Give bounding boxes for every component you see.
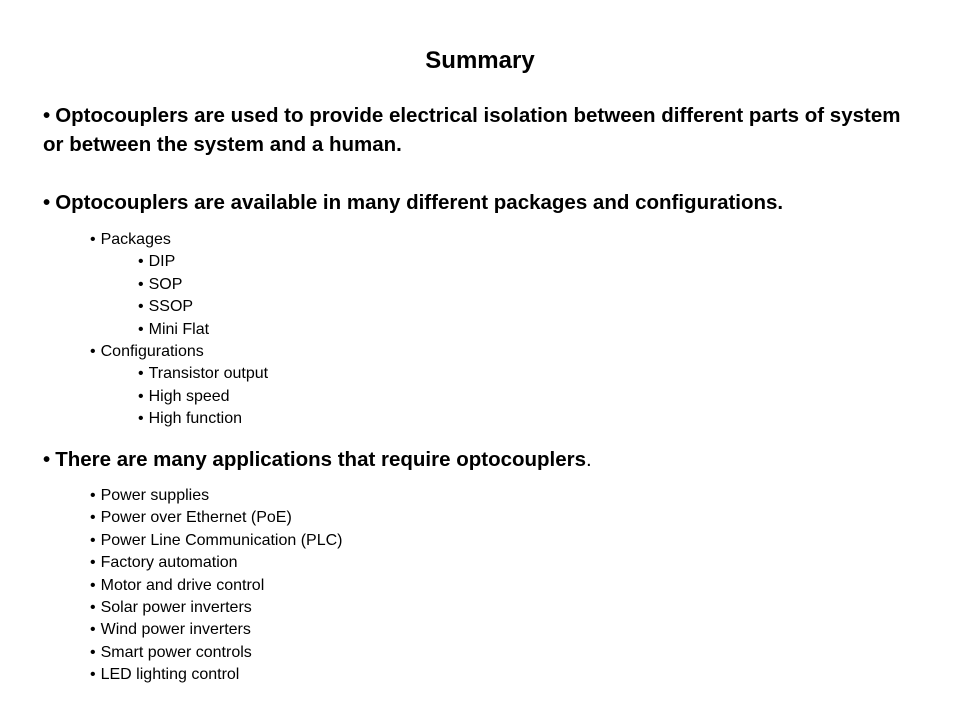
list-item: • DIP [138, 253, 176, 271]
list-item: • Motor and drive control [90, 576, 265, 594]
bullet-marker: • [43, 104, 51, 127]
slide-title: Summary [425, 47, 535, 74]
summary-point-packages [43, 188, 923, 217]
bullet-marker: • [43, 191, 51, 214]
list-item: • Solar power inverters [90, 599, 252, 617]
list-item: • Transistor output [138, 365, 269, 383]
list-item: • Packages [90, 231, 171, 248]
list-item: • Wind power inverters [90, 621, 251, 639]
applications-list [43, 485, 342, 687]
summary-point-period: . [586, 448, 592, 471]
list-item: • SOP [138, 275, 183, 293]
summary-point-isolation [43, 101, 923, 159]
list-item: • Factory automation [90, 554, 238, 572]
summary-point-applications [43, 445, 923, 474]
list-item: • Smart power controls [90, 643, 252, 661]
list-item: • High function [138, 410, 242, 428]
list-item: • Power over Ethernet (PoE) [90, 509, 292, 527]
summary-point-text: There are many applications that require optocouplers [55, 448, 587, 471]
list-item: • Power Line Communication (PLC) [90, 531, 343, 549]
list-item: • Mini Flat [138, 320, 210, 338]
list-item: • High speed [138, 387, 230, 405]
summary-point-text: Optocouplers are available in many different packages and configurations. [55, 191, 784, 214]
list-item: • SSOP [138, 298, 194, 316]
packages-configurations-list [43, 229, 268, 431]
list-item: • LED lighting control [90, 666, 240, 684]
bullet-marker: • [43, 448, 51, 471]
list-item: • Power supplies [90, 487, 210, 504]
summary-point-text: Optocouplers are used to provide electrical isolation between different parts of system or between the system and a human. [43, 104, 901, 156]
list-item: • Configurations [90, 343, 204, 361]
